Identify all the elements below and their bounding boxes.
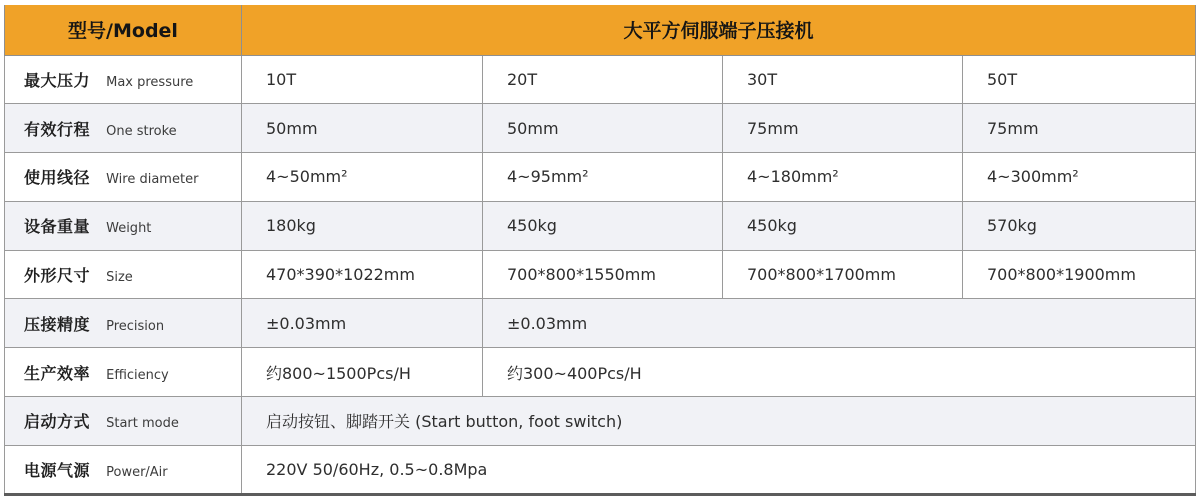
row-label <box>5 299 242 348</box>
spec-value: 50mm <box>242 104 483 153</box>
spec-row-max-pressure <box>5 55 1196 104</box>
spec-value: 20T <box>483 55 723 104</box>
spec-value: ±0.03mm <box>483 299 1196 348</box>
spec-value: 约800~1500Pcs/H <box>242 348 483 397</box>
spec-row-stroke <box>5 104 1196 153</box>
spec-value: 启动按钮、脚踏开关 (Start button, foot switch) <box>242 397 1196 446</box>
spec-value: 30T <box>723 55 963 104</box>
spec-value: 75mm <box>963 104 1196 153</box>
spec-row-weight <box>5 201 1196 250</box>
spec-value: 4~95mm² <box>483 153 723 202</box>
spec-value: 180kg <box>242 201 483 250</box>
row-label-en: Power/Air <box>106 464 168 480</box>
row-label-cn: 设备重量 <box>24 217 91 237</box>
spec-value: 700*800*1550mm <box>483 250 723 299</box>
spec-value: 220V 50/60Hz, 0.5~0.8Mpa <box>242 445 1196 494</box>
row-label <box>5 201 242 250</box>
row-label-en: Wire diameter <box>106 172 199 188</box>
row-label-cn: 启动方式 <box>24 412 91 432</box>
table-header-row <box>5 5 1196 55</box>
spec-value: 700*800*1900mm <box>963 250 1196 299</box>
row-label-en: Weight <box>106 221 152 237</box>
row-label-cn: 有效行程 <box>24 119 91 139</box>
spec-value: 50mm <box>483 104 723 153</box>
spec-row-wire-diameter <box>5 153 1196 202</box>
row-label <box>5 250 242 299</box>
spec-value: 450kg <box>483 201 723 250</box>
row-label-cn: 使用线径 <box>24 168 91 188</box>
row-label-en: Start mode <box>106 416 179 432</box>
spec-table <box>4 5 1196 496</box>
row-label <box>5 445 242 494</box>
spec-row-efficiency <box>5 348 1196 397</box>
spec-value: 700*800*1700mm <box>723 250 963 299</box>
row-label <box>5 153 242 202</box>
row-label-cn: 外形尺寸 <box>24 266 91 286</box>
spec-value: 75mm <box>723 104 963 153</box>
spec-value: 10T <box>242 55 483 104</box>
row-label-cn: 生产效率 <box>24 363 91 383</box>
row-label-cn: 压接精度 <box>24 314 91 334</box>
row-label <box>5 348 242 397</box>
spec-row-size <box>5 250 1196 299</box>
row-label-en: Max pressure <box>106 74 194 90</box>
row-label-en: One stroke <box>106 123 177 139</box>
spec-row-start-mode <box>5 397 1196 446</box>
row-label <box>5 55 242 104</box>
spec-row-power-air <box>5 445 1196 494</box>
spec-value: 570kg <box>963 201 1196 250</box>
spec-value: 约300~400Pcs/H <box>483 348 1196 397</box>
spec-value: 450kg <box>723 201 963 250</box>
row-label-en: Precision <box>106 318 165 334</box>
spec-value: 470*390*1022mm <box>242 250 483 299</box>
row-label-cn: 电源气源 <box>24 460 91 480</box>
row-label-en: Size <box>106 270 133 286</box>
spec-value: 4~300mm² <box>963 153 1196 202</box>
spec-value: 50T <box>963 55 1196 104</box>
spec-value: 4~50mm² <box>242 153 483 202</box>
row-label-en: Efficiency <box>106 367 169 383</box>
row-label <box>5 397 242 446</box>
spec-value: ±0.03mm <box>242 299 483 348</box>
product-name-cell: 大平方伺服端子压接机 <box>242 5 1196 55</box>
spec-value: 4~180mm² <box>723 153 963 202</box>
spec-row-precision <box>5 299 1196 348</box>
model-header-cell: 型号/Model <box>5 5 242 55</box>
row-label <box>5 104 242 153</box>
row-label-cn: 最大压力 <box>24 70 91 90</box>
